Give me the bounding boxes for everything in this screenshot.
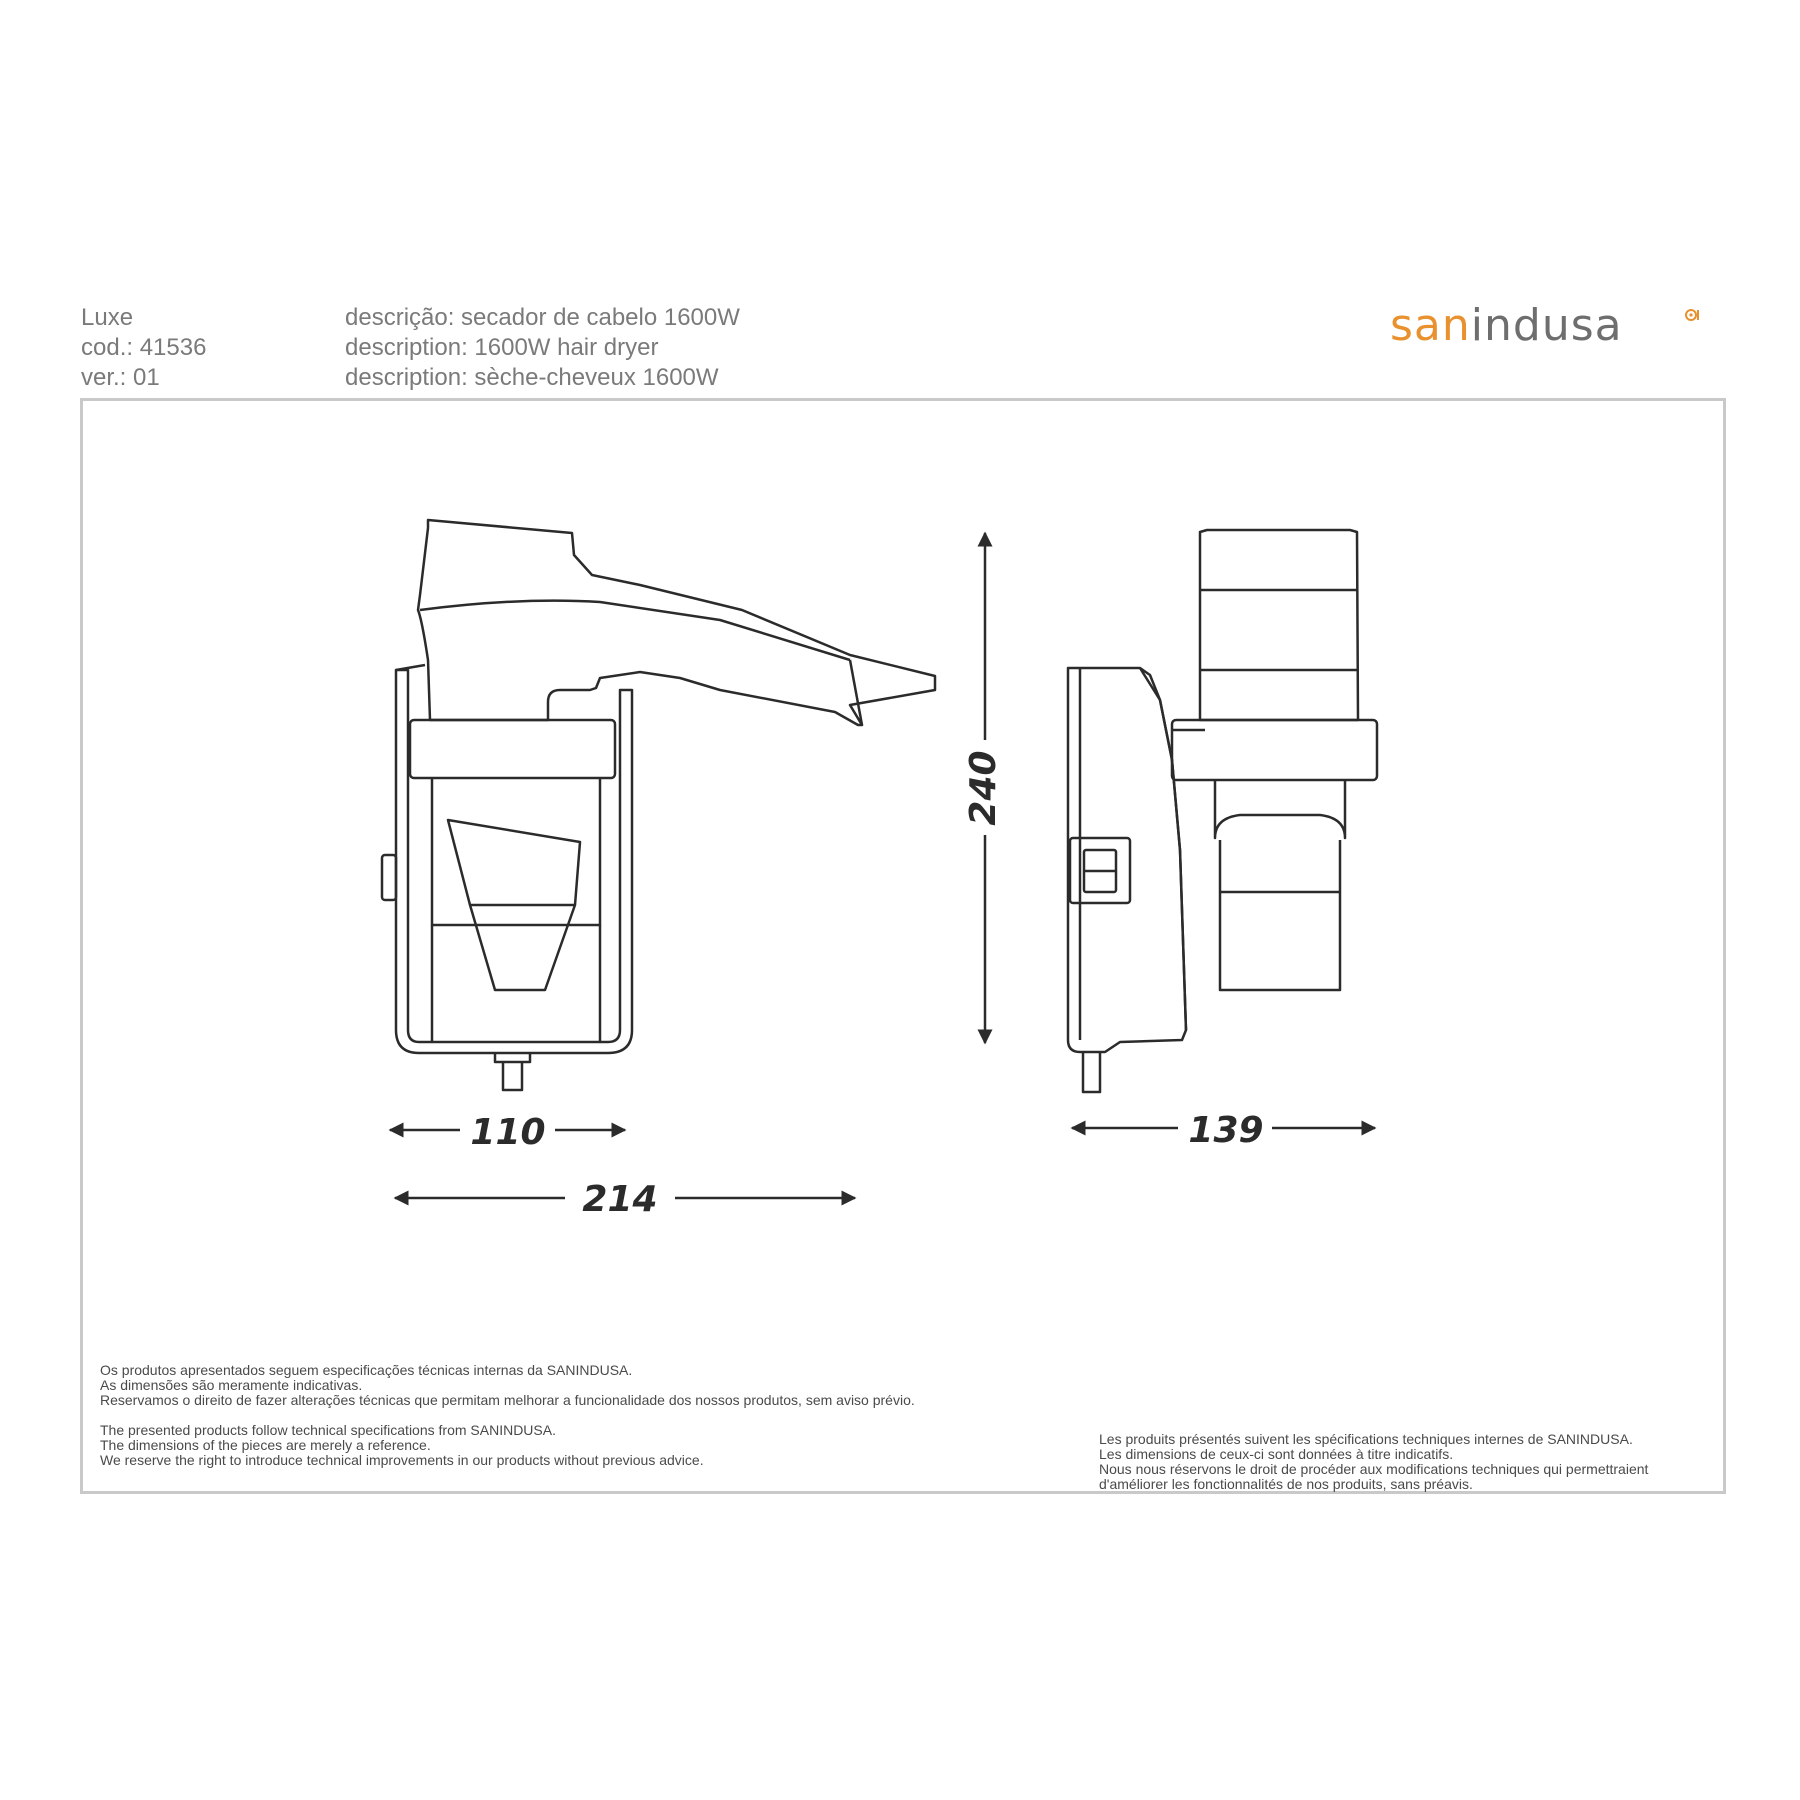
logo-san: san [1390,300,1471,351]
front-bracket-ring [410,720,615,778]
note-line: The dimensions of the pieces are merely a reference. [100,1437,431,1453]
dim-label-110: 110 [470,1112,546,1153]
note-line: Reservamos o direito de fazer alterações técnicas que permitam melhorar a funcionalidade dos nossos produtos, sem aviso prévio. [100,1392,915,1408]
front-side-button [382,855,396,900]
description-fr: description: sèche-cheveux 1600W [345,364,719,391]
side-view [1068,530,1377,1092]
front-cable-outlet [495,1053,530,1062]
product-code: cod.: 41536 [81,334,207,361]
note-line: Les dimensions de ceux-ci sont données à titre indicatifs. [1099,1446,1454,1462]
side-dryer-head [1200,530,1358,720]
notes-french [1099,1432,1648,1492]
dimension-lines [390,533,1375,1198]
note-line: As dimensões são meramente indicativas. [100,1377,363,1393]
notes-english [100,1423,704,1468]
notes-portuguese [100,1363,915,1408]
product-version: ver.: 01 [81,364,160,391]
note-line: We reserve the right to introduce technical improvements in our products without previous advice. [100,1452,704,1468]
side-nozzle [1215,780,1345,838]
side-wall-mount [1068,668,1186,1052]
front-view [382,520,935,1090]
description-en: description: 1600W hair dryer [345,334,659,361]
logo-indusa: indusa [1470,300,1623,351]
dim-label-240: 240 [963,750,1004,826]
note-line: Os produtos apresentados seguem especificações técnicas internas da SANINDUSA. [100,1362,633,1378]
side-cable-outlet [1083,1052,1100,1092]
description-pt: descrição: secador de cabelo 1600W [345,304,740,331]
note-line: d'améliorer les fonctionnalités de nos produits, sans préavis. [1099,1476,1473,1492]
dim-label-214: 214 [582,1179,658,1220]
note-line: The presented products follow technical specifications from SANINDUSA. [100,1422,556,1438]
product-name: Luxe [81,304,134,331]
dim-label-139: 139 [1188,1110,1264,1151]
note-line: Nous nous réservons le droit de procéder aux modifications techniques qui permettraient [1099,1461,1649,1477]
note-line: Les produits présentés suivent les spécifications techniques internes de SANINDUSA. [1099,1431,1633,1447]
